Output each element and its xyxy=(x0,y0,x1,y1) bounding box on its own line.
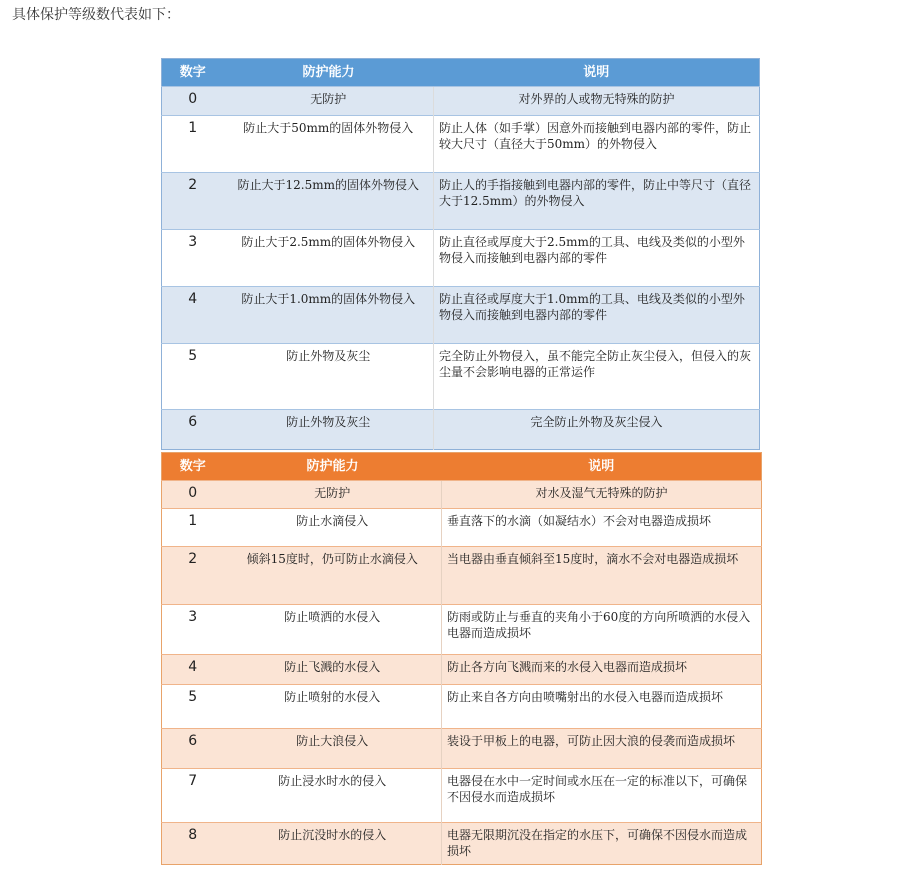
table-row xyxy=(162,509,762,547)
table-row xyxy=(162,655,762,685)
level-description: 装设于甲板上的电器，可防止因大浪的侵袭而造成损坏 xyxy=(442,729,762,769)
level-description: 防止来自各方向由喷嘴射出的水侵入电器而造成损坏 xyxy=(442,685,762,729)
table-row xyxy=(162,410,760,450)
table-header-row xyxy=(162,59,760,87)
level-description: 对外界的人或物无特殊的防护 xyxy=(434,87,760,116)
level-ability: 防止大于2.5mm的固体外物侵入 xyxy=(224,230,434,287)
level-ability: 防止大于50mm的固体外物侵入 xyxy=(224,116,434,173)
level-number: 1 xyxy=(162,116,224,173)
header-number: 数字 xyxy=(162,59,224,87)
level-ability: 防止大浪侵入 xyxy=(224,729,442,769)
level-ability: 防止喷洒的水侵入 xyxy=(224,605,442,655)
level-ability: 防止外物及灰尘 xyxy=(224,410,434,450)
level-description: 电器侵在水中一定时间或水压在一定的标准以下，可确保不因侵水而造成损坏 xyxy=(442,769,762,823)
level-number: 7 xyxy=(162,769,224,823)
level-description: 防止直径或厚度大于1.0mm的工具、电线及类似的小型外物侵入而接触到电器内部的零件 xyxy=(434,287,760,344)
level-number: 0 xyxy=(162,87,224,116)
header-number: 数字 xyxy=(162,453,224,481)
table-row xyxy=(162,605,762,655)
table-row xyxy=(162,116,760,173)
table-row xyxy=(162,769,762,823)
level-ability: 防止喷射的水侵入 xyxy=(224,685,442,729)
level-ability: 倾斜15度时，仍可防止水滴侵入 xyxy=(224,547,442,605)
level-number: 6 xyxy=(162,410,224,450)
level-description: 完全防止外物侵入，虽不能完全防止灰尘侵入，但侵入的灰尘量不会影响电器的正常运作 xyxy=(434,344,760,410)
table-row xyxy=(162,173,760,230)
table-row xyxy=(162,685,762,729)
level-description: 防止直径或厚度大于2.5mm的工具、电线及类似的小型外物侵入而接触到电器内部的零件 xyxy=(434,230,760,287)
level-number: 3 xyxy=(162,605,224,655)
level-number: 3 xyxy=(162,230,224,287)
level-ability: 防止飞溅的水侵入 xyxy=(224,655,442,685)
table-row xyxy=(162,823,762,865)
level-description: 防雨或防止与垂直的夹角小于60度的方向所喷洒的水侵入电器而造成损坏 xyxy=(442,605,762,655)
table-row xyxy=(162,287,760,344)
level-number: 0 xyxy=(162,481,224,509)
level-ability: 防止外物及灰尘 xyxy=(224,344,434,410)
level-number: 2 xyxy=(162,173,224,230)
water-protection-table xyxy=(161,452,762,865)
level-number: 5 xyxy=(162,685,224,729)
level-number: 2 xyxy=(162,547,224,605)
intro-text: 具体保护等级数代表如下： xyxy=(12,7,180,23)
table-row xyxy=(162,87,760,116)
dust-protection-table xyxy=(161,58,760,450)
header-ability: 防护能力 xyxy=(224,453,442,481)
level-ability: 无防护 xyxy=(224,481,442,509)
level-description: 电器无限期沉没在指定的水压下，可确保不因侵水而造成损坏 xyxy=(442,823,762,865)
level-ability: 防止沉没时水的侵入 xyxy=(224,823,442,865)
table-row xyxy=(162,230,760,287)
level-description: 完全防止外物及灰尘侵入 xyxy=(434,410,760,450)
table-row xyxy=(162,344,760,410)
level-number: 4 xyxy=(162,655,224,685)
level-ability: 无防护 xyxy=(224,87,434,116)
table-header-row xyxy=(162,453,762,481)
level-number: 4 xyxy=(162,287,224,344)
level-ability: 防止水滴侵入 xyxy=(224,509,442,547)
level-description: 当电器由垂直倾斜至15度时，滴水不会对电器造成损坏 xyxy=(442,547,762,605)
table-row xyxy=(162,729,762,769)
level-description: 防止各方向飞溅而来的水侵入电器而造成损坏 xyxy=(442,655,762,685)
level-description: 防止人体（如手掌）因意外而接触到电器内部的零件，防止较大尺寸（直径大于50mm）的外物侵入 xyxy=(434,116,760,173)
level-description: 垂直落下的水滴（如凝结水）不会对电器造成损坏 xyxy=(442,509,762,547)
level-number: 1 xyxy=(162,509,224,547)
table-row xyxy=(162,481,762,509)
level-description: 防止人的手指接触到电器内部的零件，防止中等尺寸（直径大于12.5mm）的外物侵入 xyxy=(434,173,760,230)
level-number: 6 xyxy=(162,729,224,769)
level-number: 5 xyxy=(162,344,224,410)
table-row xyxy=(162,547,762,605)
header-ability: 防护能力 xyxy=(224,59,434,87)
level-ability: 防止大于12.5mm的固体外物侵入 xyxy=(224,173,434,230)
header-description: 说明 xyxy=(442,453,762,481)
level-ability: 防止大于1.0mm的固体外物侵入 xyxy=(224,287,434,344)
header-description: 说明 xyxy=(434,59,760,87)
level-ability: 防止浸水时水的侵入 xyxy=(224,769,442,823)
level-number: 8 xyxy=(162,823,224,865)
level-description: 对水及湿气无特殊的防护 xyxy=(442,481,762,509)
